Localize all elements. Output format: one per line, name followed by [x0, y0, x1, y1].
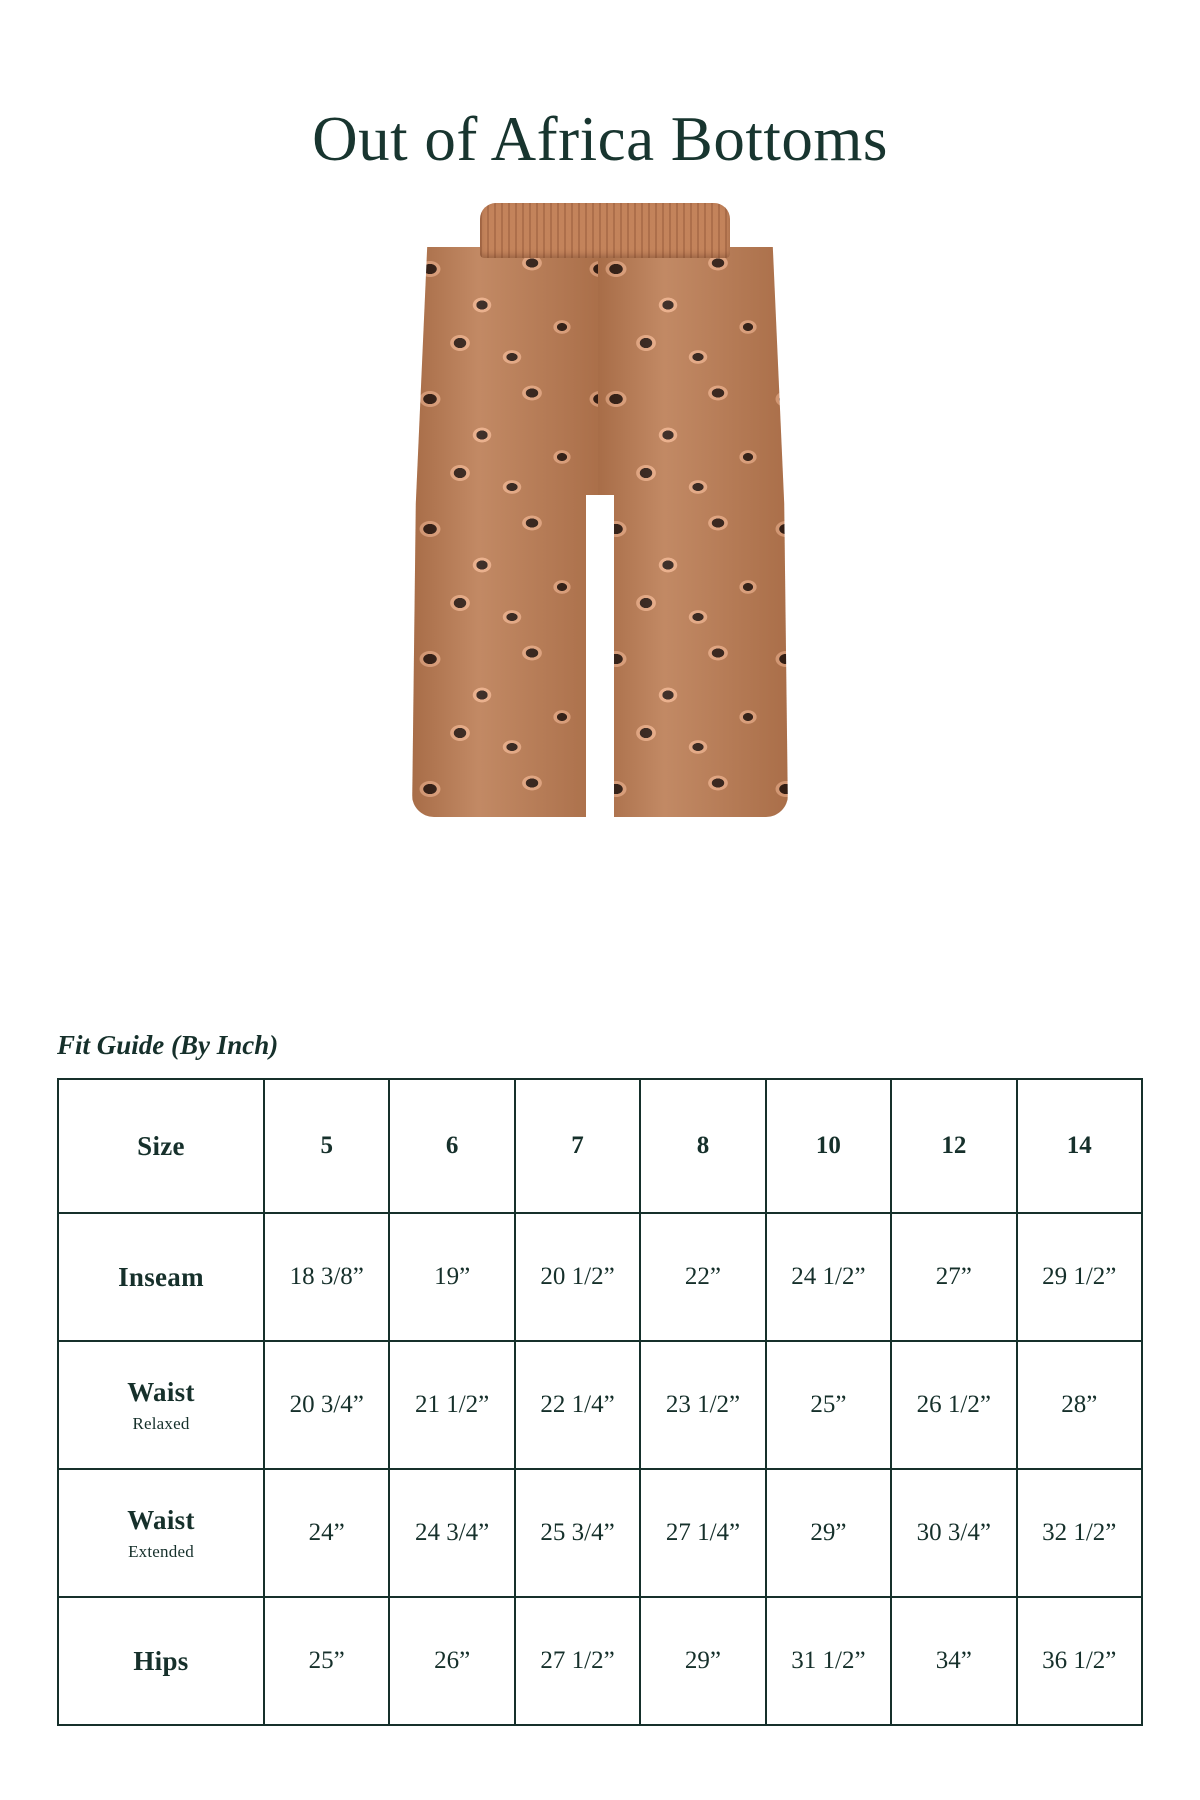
table-row	[58, 1213, 1142, 1341]
cell-inseam-8: 22”	[640, 1213, 765, 1341]
cell-waist-relaxed-14: 28”	[1017, 1341, 1142, 1469]
row-label-subtext: Relaxed	[132, 1413, 190, 1433]
pants-illustration	[390, 195, 810, 825]
row-label-waist-extended	[58, 1469, 264, 1597]
pants-right-leg	[598, 247, 788, 817]
row-label-subtext: Extended	[128, 1541, 194, 1561]
cell-hips-5: 25”	[264, 1597, 389, 1725]
cell-waist-relaxed-8: 23 1/2”	[640, 1341, 765, 1469]
cell-hips-12: 34”	[891, 1597, 1016, 1725]
size-header-10: 10	[766, 1079, 891, 1213]
cell-waist-relaxed-7: 22 1/4”	[515, 1341, 640, 1469]
cell-waist-extended-6: 24 3/4”	[389, 1469, 514, 1597]
size-header-12: 12	[891, 1079, 1016, 1213]
size-header-14: 14	[1017, 1079, 1142, 1213]
cell-hips-8: 29”	[640, 1597, 765, 1725]
cell-inseam-7: 20 1/2”	[515, 1213, 640, 1341]
table-header-row	[58, 1079, 1142, 1213]
cell-waist-extended-5: 24”	[264, 1469, 389, 1597]
cell-inseam-12: 27”	[891, 1213, 1016, 1341]
cell-inseam-5: 18 3/8”	[264, 1213, 389, 1341]
cell-hips-14: 36 1/2”	[1017, 1597, 1142, 1725]
cell-waist-relaxed-10: 25”	[766, 1341, 891, 1469]
size-header-8: 8	[640, 1079, 765, 1213]
cell-waist-extended-10: 29”	[766, 1469, 891, 1597]
pants-waistband	[480, 203, 730, 258]
pants-center-gap	[586, 495, 614, 825]
pants-left-leg	[412, 247, 602, 817]
size-header-6: 6	[389, 1079, 514, 1213]
fit-guide-label: Fit Guide (By Inch)	[57, 1030, 279, 1060]
row-label-inseam	[58, 1213, 264, 1341]
cell-hips-10: 31 1/2”	[766, 1597, 891, 1725]
table-row	[58, 1597, 1142, 1725]
row-label-text: Waist	[127, 1376, 195, 1407]
size-chart-table	[57, 1078, 1143, 1726]
table-corner-label: Size	[58, 1079, 264, 1213]
row-label-text: Inseam	[118, 1261, 204, 1292]
row-label-waist-relaxed	[58, 1341, 264, 1469]
page-title: Out of Africa Bottoms	[312, 104, 888, 174]
row-label-text: Waist	[127, 1504, 195, 1535]
cell-waist-extended-8: 27 1/4”	[640, 1469, 765, 1597]
cell-inseam-10: 24 1/2”	[766, 1213, 891, 1341]
table-row	[58, 1341, 1142, 1469]
cell-inseam-14: 29 1/2”	[1017, 1213, 1142, 1341]
cell-hips-6: 26”	[389, 1597, 514, 1725]
cell-inseam-6: 19”	[389, 1213, 514, 1341]
size-header-5: 5	[264, 1079, 389, 1213]
cell-waist-relaxed-5: 20 3/4”	[264, 1341, 389, 1469]
cell-waist-extended-7: 25 3/4”	[515, 1469, 640, 1597]
cell-waist-relaxed-12: 26 1/2”	[891, 1341, 1016, 1469]
cell-waist-extended-14: 32 1/2”	[1017, 1469, 1142, 1597]
cell-waist-relaxed-6: 21 1/2”	[389, 1341, 514, 1469]
size-header-7: 7	[515, 1079, 640, 1213]
product-image	[0, 195, 1200, 835]
row-label-text: Hips	[133, 1645, 189, 1676]
cell-hips-7: 27 1/2”	[515, 1597, 640, 1725]
table-row	[58, 1469, 1142, 1597]
row-label-hips	[58, 1597, 264, 1725]
cell-waist-extended-12: 30 3/4”	[891, 1469, 1016, 1597]
